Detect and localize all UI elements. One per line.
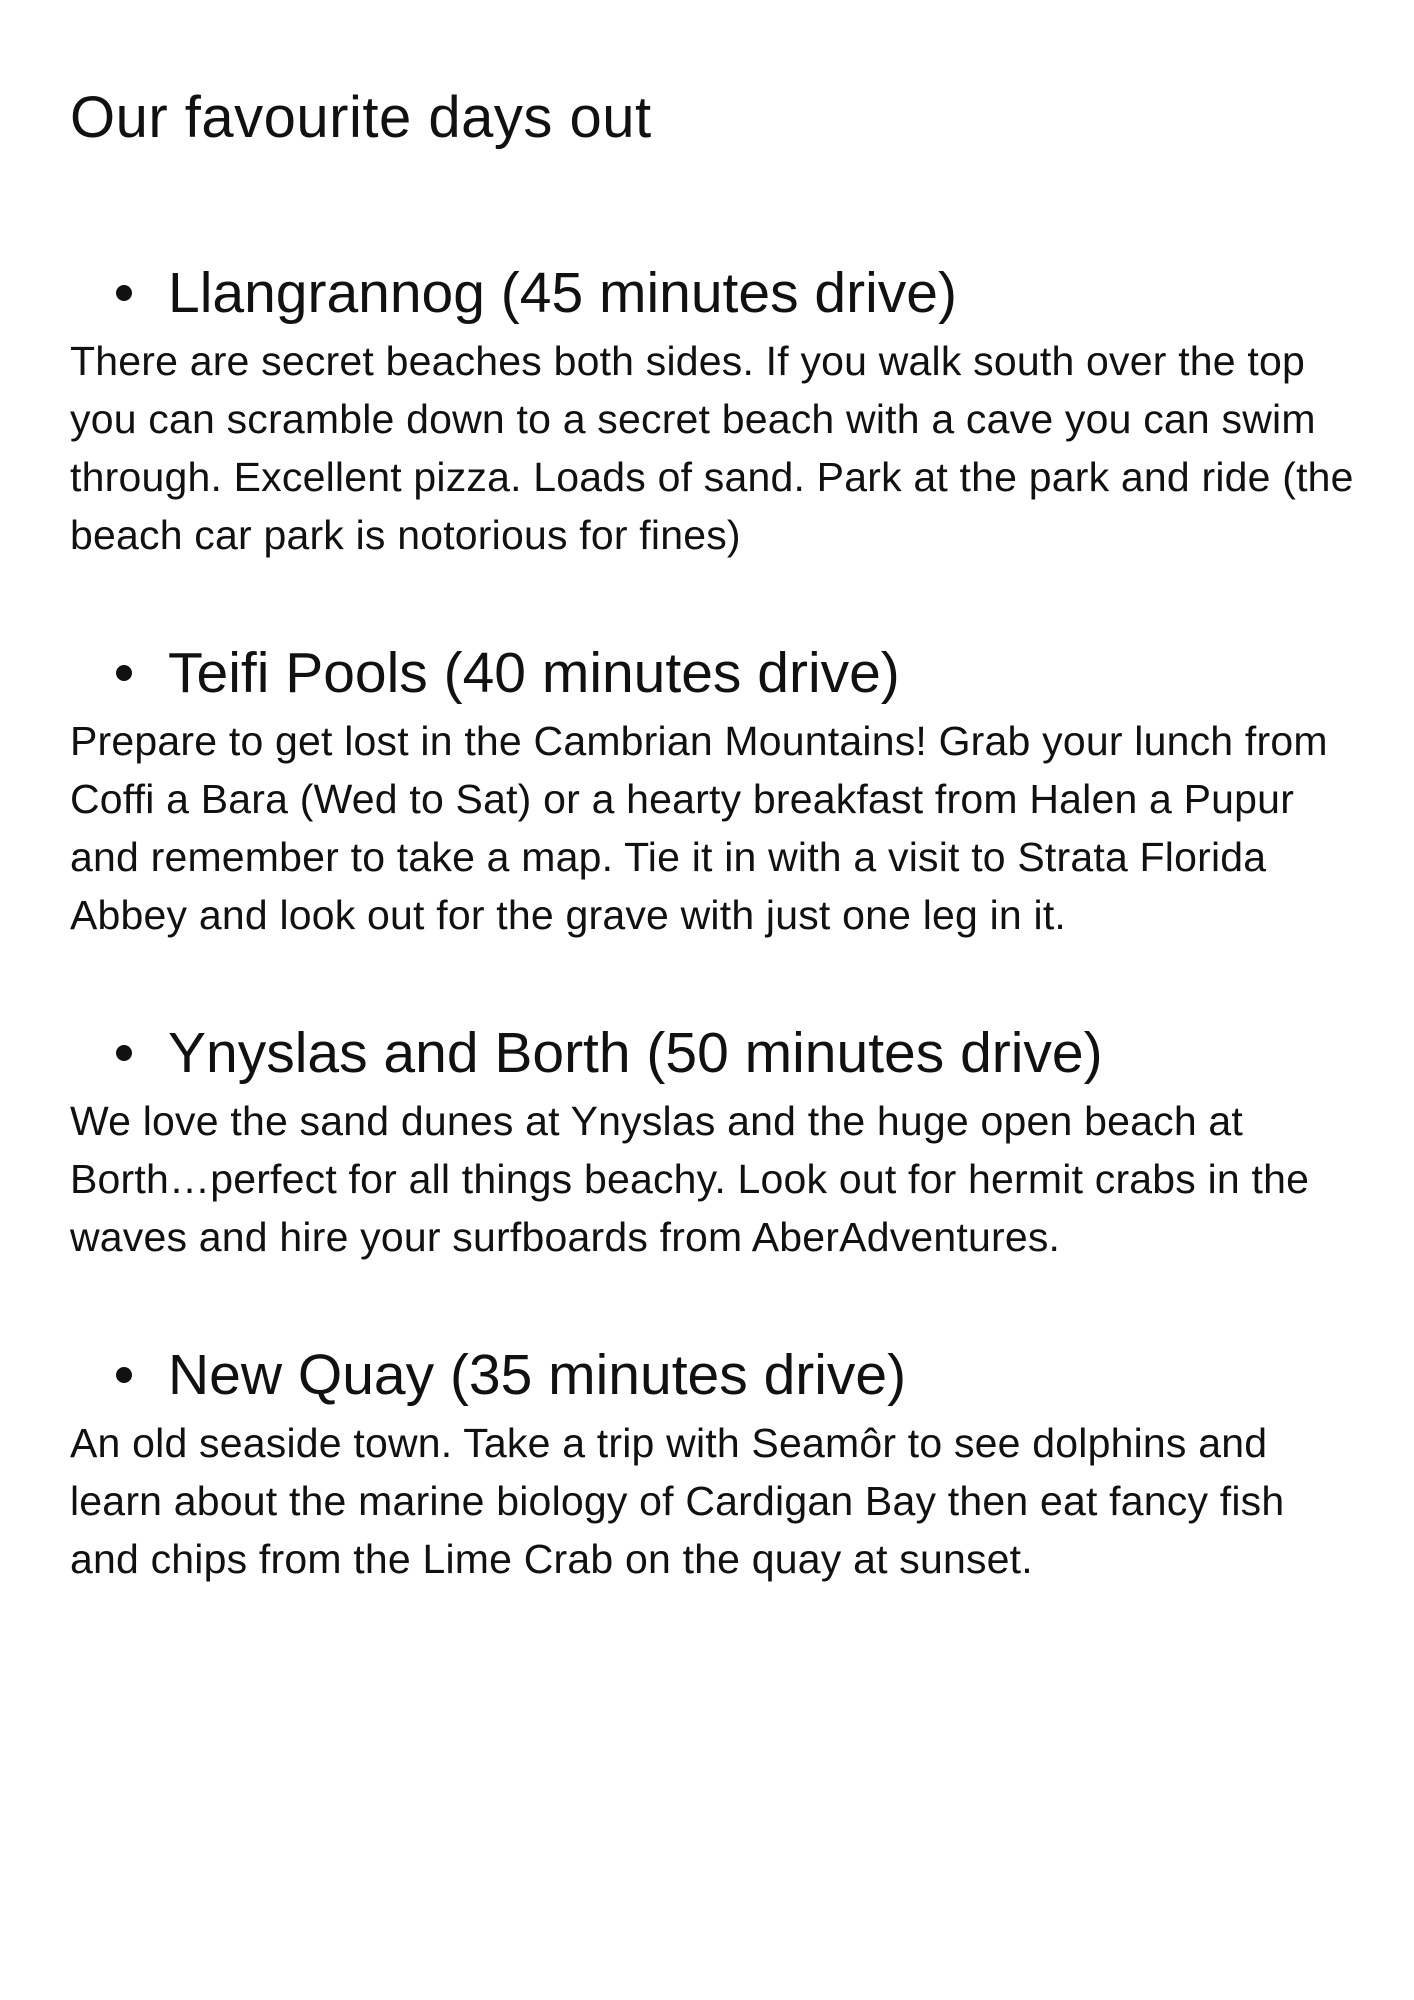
section-body: There are secret beaches both sides. If you walk south over the top you can scramble down to a secret beach with a cave you can swim through. Excellent pizza. Loads of sand. Park at the park and ride (the beach car park is notorious for fines) xyxy=(70,338,1354,558)
section-body: An old seaside town. Take a trip with Seamôr to see dolphins and learn about the marine biology of Cardigan Bay then eat fancy fish and chips from the Lime Crab on the quay at sunset. xyxy=(70,1420,1285,1582)
bullet-icon xyxy=(116,285,132,301)
page-title: Our favourite days out xyxy=(70,85,652,150)
bullet-icon xyxy=(116,1367,132,1383)
section-body: Prepare to get lost in the Cambrian Mountains! Grab your lunch from Coffi a Bara (Wed to Sat) or a hearty breakfast from Halen a Pupur and remember to take a map. Tie it in with a visit to Strata Florida Abbey and look out for the grave with just one leg in it. xyxy=(70,718,1328,938)
bullet-icon xyxy=(116,665,132,681)
section-heading xyxy=(70,258,1360,328)
day-out-section xyxy=(70,1340,1360,1588)
section-heading-text: Llangrannog (45 minutes drive) xyxy=(168,261,957,325)
section-heading xyxy=(70,1340,1360,1410)
section-heading xyxy=(70,1018,1360,1088)
section-heading-text: Ynyslas and Borth (50 minutes drive) xyxy=(168,1021,1103,1085)
section-heading xyxy=(70,638,1360,708)
section-body: We love the sand dunes at Ynyslas and the huge open beach at Borth…perfect for all things beachy. Look out for hermit crabs in the waves and hire your surfboards from AberAdventures. xyxy=(70,1098,1310,1260)
bullet-icon xyxy=(116,1045,132,1061)
section-heading-text: New Quay (35 minutes drive) xyxy=(168,1343,907,1407)
document-page xyxy=(70,78,1360,1662)
day-out-section xyxy=(70,638,1360,944)
section-heading-text: Teifi Pools (40 minutes drive) xyxy=(168,641,900,705)
day-out-section xyxy=(70,1018,1360,1266)
day-out-section xyxy=(70,258,1360,564)
